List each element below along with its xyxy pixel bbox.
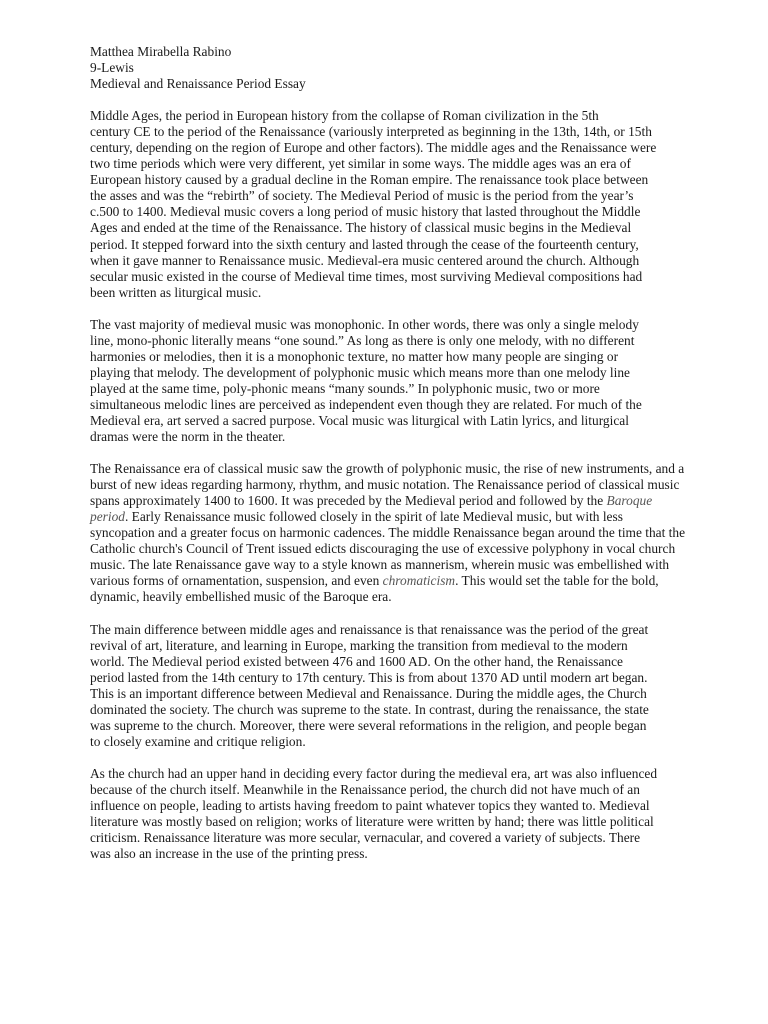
- baroque-period-link[interactable]: Baroque period: [90, 493, 653, 525]
- paragraph-3-text-a: The Renaissance era of classical music saw the growth of polyphonic music, the rise of new instruments, and a burst of new ideas regarding harmony, rhythm, and music notation. The Renaissance period of classical music spans approximately 1400 to 1600. It was preceded by the Medieval period and followed by the: [90, 461, 685, 509]
- paragraph-2: The vast majority of medieval music was monophonic. In other words, there was only a single melody line, mono-phonic literally means “one sound.” As long as there is only one melody, with no different harmonies or melodies, then it is a monophonic texture, no matter how many people are singing or playing that melody. The development of polyphonic music which means more than one melody line played at the same time, poly-phonic means “many sounds.” In polyphonic music, two or more simultaneous melodic lines are perceived as independent even though they are related. For much of the Medieval era, art served a sacred purpose. Vocal music was liturgical with Latin lyrics, and liturgical dramas were the norm in the theater.: [90, 316, 642, 445]
- paragraph-5: As the church had an upper hand in deciding every factor during the medieval era, art was also influenced because of the church itself. Meanwhile in the Renaissance period, the church did not have much of an influence on people, leading to artists having freedom to paint whatever topics they wanted to. Medieval literature was mostly based on religion; works of literature were written by hand; there was little political criticism. Renaissance literature was more secular, vernacular, and covered a variety of subjects. There was also an increase in the use of the printing press.: [90, 765, 658, 862]
- paragraph-3-text-b: . Early Renaissance music followed closely in the spirit of late Medieval music, but with less syncopation and a greater focus on harmonic cadences. The middle Renaissance began around the time that the Catholic church's Council of Trent issued edicts discouraging the use of excessive polyphony in vocal church music. The late Renaissance gave way to a style known as mannerism, wherein music was embellished with various forms of ornamentation, suspension, and even: [90, 509, 686, 589]
- paragraph-1: Middle Ages, the period in European history from the collapse of Roman civilization in the 5th century CE to the period of the Renaissance (variously interpreted as beginning in the 13th, 14th, or 15th century, depending on the region of Europe and other factors). The middle ages and the Renaissance were two time periods which were very different, yet similar in some ways. The middle ages was an era of European history caused by a gradual decline in the Roman empire. The renaissance took place between the asses and was the “rebirth” of society. The Medieval Period of music is the period from the year’s c.500 to 1400. Medieval music covers a long period of music history that lasted throughout the Middle Ages and ended at the time of the Renaissance. The history of classical music begins in the Medieval period. It stepped forward into the sixth century and lasted through the cease of the fourteenth century, when it gave manner to Renaissance music. Medieval-era music centered around the church. Although secular music existed in the course of Medieval time times, most surviving Medieval compositions had been written as liturgical music.: [90, 108, 657, 300]
- paragraph-3-text-c: . This would set the table for the bold, dynamic, heavily embellished music of the Baroque era.: [90, 573, 659, 605]
- document-header: [90, 44, 688, 92]
- class-name: 9-Lewis: [90, 60, 134, 76]
- chromaticism-link[interactable]: chromaticism: [382, 573, 456, 589]
- author-name: Matthea Mirabella Rabino: [90, 44, 232, 59]
- paragraph-4: The main difference between middle ages and renaissance is that renaissance was the period of the great revival of art, literature, and learning in Europe, marking the transition from medieval to the modern world. The Medieval period existed between 476 and 1600 AD. On the other hand, the Renaissance period lasted from the 14th century to 17th century. This is from about 1370 AD until modern art began. This is an important difference between Medieval and Renaissance. During the middle ages, the Church dominated the society. The church was supreme to the state. In contrast, during the renaissance, the state was supreme to the church. Moreover, there were several reformations in the religion, and people began to closely examine and critique religion.: [90, 621, 649, 749]
- essay-title: Medieval and Renaissance Period Essay: [90, 76, 306, 92]
- paragraph-3: [90, 461, 688, 605]
